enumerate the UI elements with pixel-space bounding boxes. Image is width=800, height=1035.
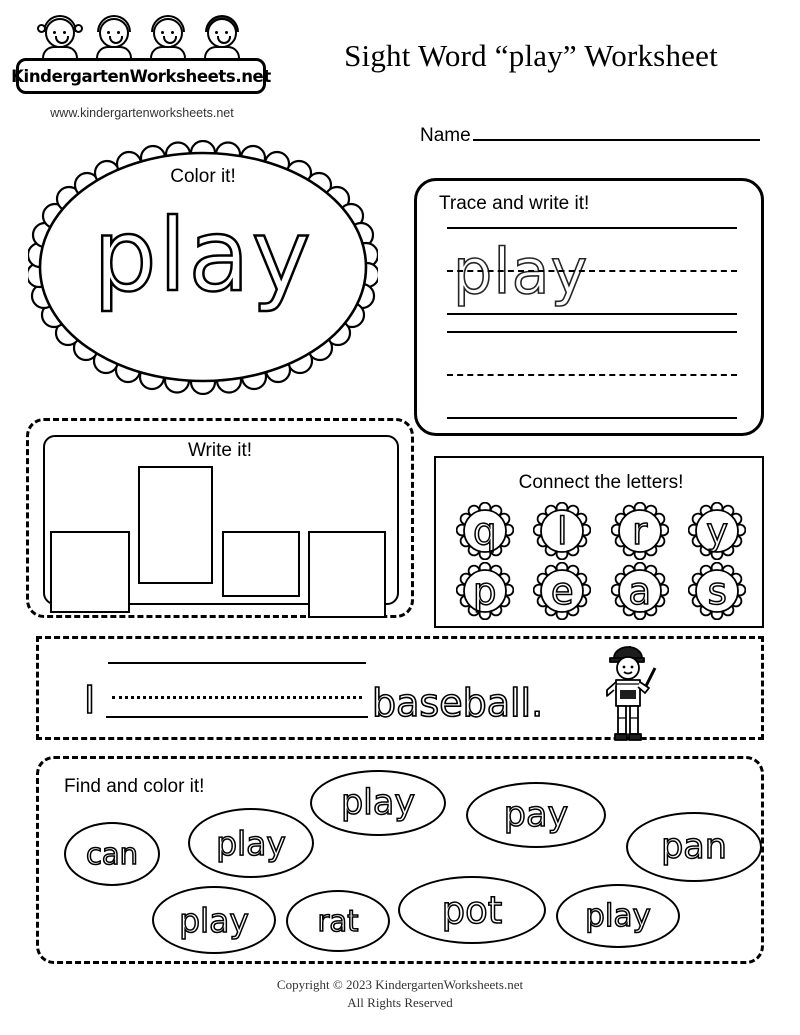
- name-input-line[interactable]: [473, 122, 760, 141]
- word-oval-can[interactable]: can: [64, 822, 160, 886]
- letter-glyph: a: [628, 569, 652, 613]
- word-oval-play-2[interactable]: play: [310, 770, 446, 836]
- word-oval-play-4[interactable]: play: [556, 884, 680, 948]
- trace-ruled-line-1[interactable]: [447, 227, 737, 315]
- word-oval-pay[interactable]: pay: [466, 782, 606, 848]
- name-field-row[interactable]: [420, 122, 760, 148]
- kids-illustration: [38, 14, 248, 62]
- trace-title: Trace and write it!: [439, 193, 590, 214]
- trace-and-write-section: [414, 178, 764, 436]
- letter-flower[interactable]: [456, 562, 514, 620]
- kid-figure-2: [92, 14, 138, 62]
- letter-flower[interactable]: [533, 562, 591, 620]
- letter-glyph: y: [706, 509, 729, 553]
- sentence-rest-text: baseball.: [372, 681, 544, 725]
- baseball-player-icon: [586, 640, 666, 746]
- color-it-title: Color it!: [170, 166, 236, 187]
- word-oval-pot[interactable]: pot: [398, 876, 546, 944]
- letter-flower[interactable]: [688, 502, 746, 560]
- sentence-pronoun: I: [84, 678, 96, 722]
- write-it-box-3[interactable]: [222, 531, 300, 597]
- sentence-write-line[interactable]: [108, 662, 366, 664]
- color-it-word: play: [93, 197, 313, 314]
- letter-glyph: q: [473, 509, 497, 553]
- letter-glyph: p: [473, 569, 497, 613]
- letter-glyph: s: [707, 569, 727, 613]
- kid-figure-3: [146, 14, 192, 62]
- sentence-blank-line[interactable]: [106, 716, 368, 718]
- logo-banner: [11, 58, 271, 94]
- letter-flower[interactable]: [688, 562, 746, 620]
- logo-banner-text: KindergartenWorksheets.net: [11, 66, 271, 86]
- word-oval-pan[interactable]: pan: [626, 812, 762, 882]
- trace-word: play: [453, 235, 589, 308]
- letter-flower[interactable]: [611, 562, 669, 620]
- letter-flower[interactable]: [533, 502, 591, 560]
- trace-ruled-line-2[interactable]: [447, 331, 737, 419]
- connect-row-1: [446, 502, 756, 560]
- sentence-dotted-guide: [112, 696, 362, 699]
- find-and-color-title: Find and color it!: [64, 776, 205, 797]
- kid-figure-1: [38, 14, 84, 62]
- write-it-box-1[interactable]: [50, 531, 130, 613]
- write-it-box-2[interactable]: [138, 466, 213, 584]
- page-footer: [0, 976, 800, 1012]
- word-oval-play-3[interactable]: play: [152, 886, 276, 954]
- letter-glyph: r: [632, 509, 648, 553]
- letter-flower[interactable]: [611, 502, 669, 560]
- letter-flower[interactable]: [456, 502, 514, 560]
- copyright-text: Copyright © 2023 KindergartenWorksheets.net: [276, 977, 524, 992]
- word-oval-play-1[interactable]: play: [188, 808, 314, 878]
- write-it-box-4[interactable]: [308, 531, 386, 618]
- connect-row-2: [446, 562, 756, 620]
- page-title: Sight Word “play” Worksheet: [344, 38, 718, 73]
- kid-figure-4: [200, 14, 246, 62]
- connect-the-letters-section: [434, 456, 764, 628]
- name-label: Name: [420, 125, 471, 146]
- site-logo[interactable]: [11, 14, 271, 94]
- connect-title: Connect the letters!: [518, 472, 684, 493]
- rights-text: All Rights Reserved: [347, 995, 453, 1010]
- color-it-section: [28, 140, 378, 395]
- letter-glyph: l: [557, 509, 568, 553]
- word-oval-rat[interactable]: rat: [286, 890, 390, 952]
- site-url: www.kindergartenworksheets.net: [50, 106, 234, 120]
- letter-glyph: e: [550, 569, 574, 613]
- write-it-title: Write it!: [187, 440, 253, 461]
- page-header: [0, 0, 800, 146]
